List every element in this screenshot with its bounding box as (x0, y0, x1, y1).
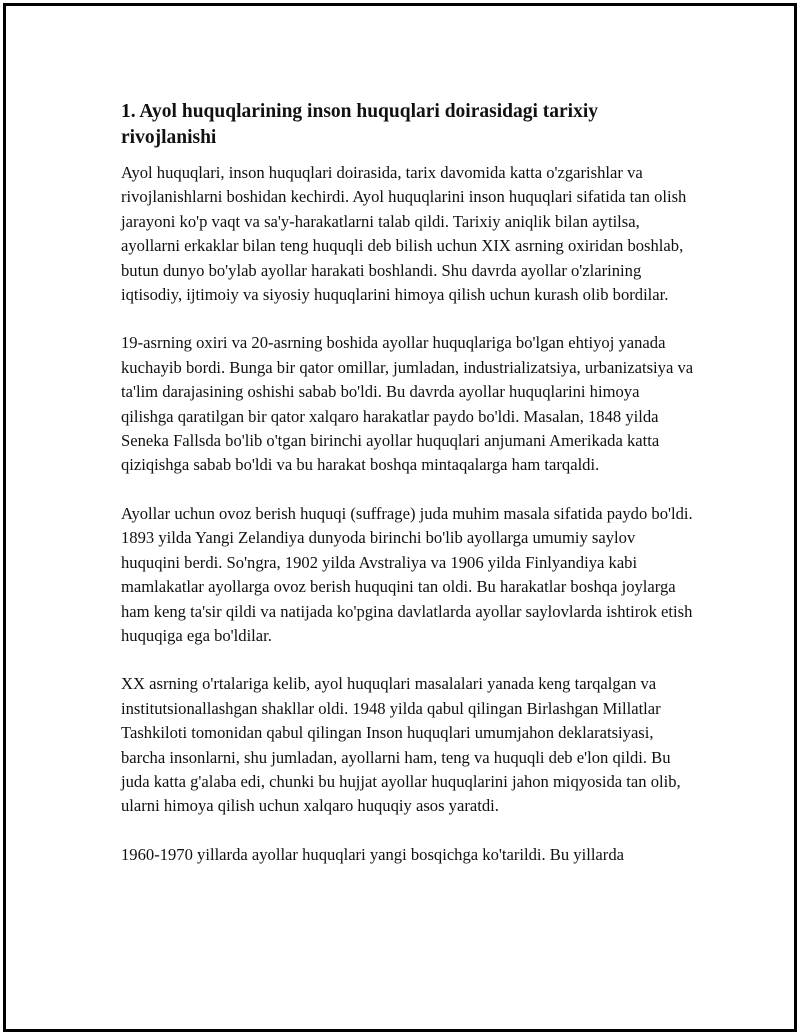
document-body (121, 99, 696, 891)
paragraph-1: Ayol huquqlari, inson huquqlari doirasida, tarix davomida katta o'zgarishlar va rivojlanishlarni boshidan kechirdi. Ayol huquqlarini inson huquqlari sifatida tan olish jarayoni ko'p vaqt va sa'y-harakatlarni talab qildi. Tarixiy aniqlik bilan aytilsa, ayollarni erkaklar bilan teng huquqli deb bilish uchun XIX asrning oxiridan boshlab, butun dunyo bo'ylab ayollar harakati boshlandi. Shu davrda ayollar o'zlarining iqtisodiy, ijtimoiy va siyosiy huquqlarini himoya qilish uchun kurash olib bordilar. (121, 163, 687, 305)
section-heading: 1. Ayol huquqlarining inson huquqlari doirasidagi tarixiy rivojlanishi (121, 101, 599, 148)
paragraph-2: 19-asrning oxiri va 20-asrning boshida ayollar huquqlariga bo'lgan ehtiyoj yanada kuchayib bordi. Bunga bir qator omillar, jumladan, industrializatsiya, urbanizatsiya va ta'lim darajasining oshishi sabab bo'ldi. Bu davrda ayollar huquqlarini himoya qilishga qaratilgan bir qator xalqaro harakatlar paydo bo'ldi. Masalan, 1848 yilda Seneka Fallsda bo'lib o'tgan birinchi ayollar huquqlari anjumani Amerikada katta qiziqishga sabab bo'ldi va bu harakat boshqa mintaqalarga ham tarqaldi. (121, 333, 694, 475)
paragraph-4: XX asrning o'rtalariga kelib, ayol huquqlari masalalari yanada keng tarqalgan va institutsionallashgan shakllar oldi. 1948 yilda qabul qilingan Birlashgan Millatlar Tashkiloti tomonidan qabul qilingan Inson huquqlari umumjahon deklaratsiyasi, barcha insonlarni, shu jumladan, ayollarni ham, teng va huquqli deb e'lon qildi. Bu juda katta g'alaba edi, chunki bu hujjat ayollar huquqlarini jahon miqyosida tan olib, ularni himoya qilish uchun xalqaro huquqiy asos yaratdi. (121, 674, 681, 816)
page-frame (3, 3, 797, 1032)
paragraph-5: 1960-1970 yillarda ayollar huquqlari yangi bosqichga ko'tarildi. Bu yillarda (121, 844, 624, 864)
paragraph-3: Ayollar uchun ovoz berish huquqi (suffrage) juda muhim masala sifatida paydo bo'ldi. 1893 yilda Yangi Zelandiya dunyoda birinchi bo'lib ayollarga umumiy saylov huquqini berdi. So'ngra, 1902 yilda Avstraliya va 1906 yilda Finlyandiya kabi mamlakatlar ayollarga ovoz berish huquqini tan oldi. Bu harakatlar boshqa joylarga ham keng ta'sir qildi va natijada ko'pgina davlatlarda ayollar saylovlarda ishtirok etish huquqiga ega bo'ldilar. (121, 503, 693, 645)
